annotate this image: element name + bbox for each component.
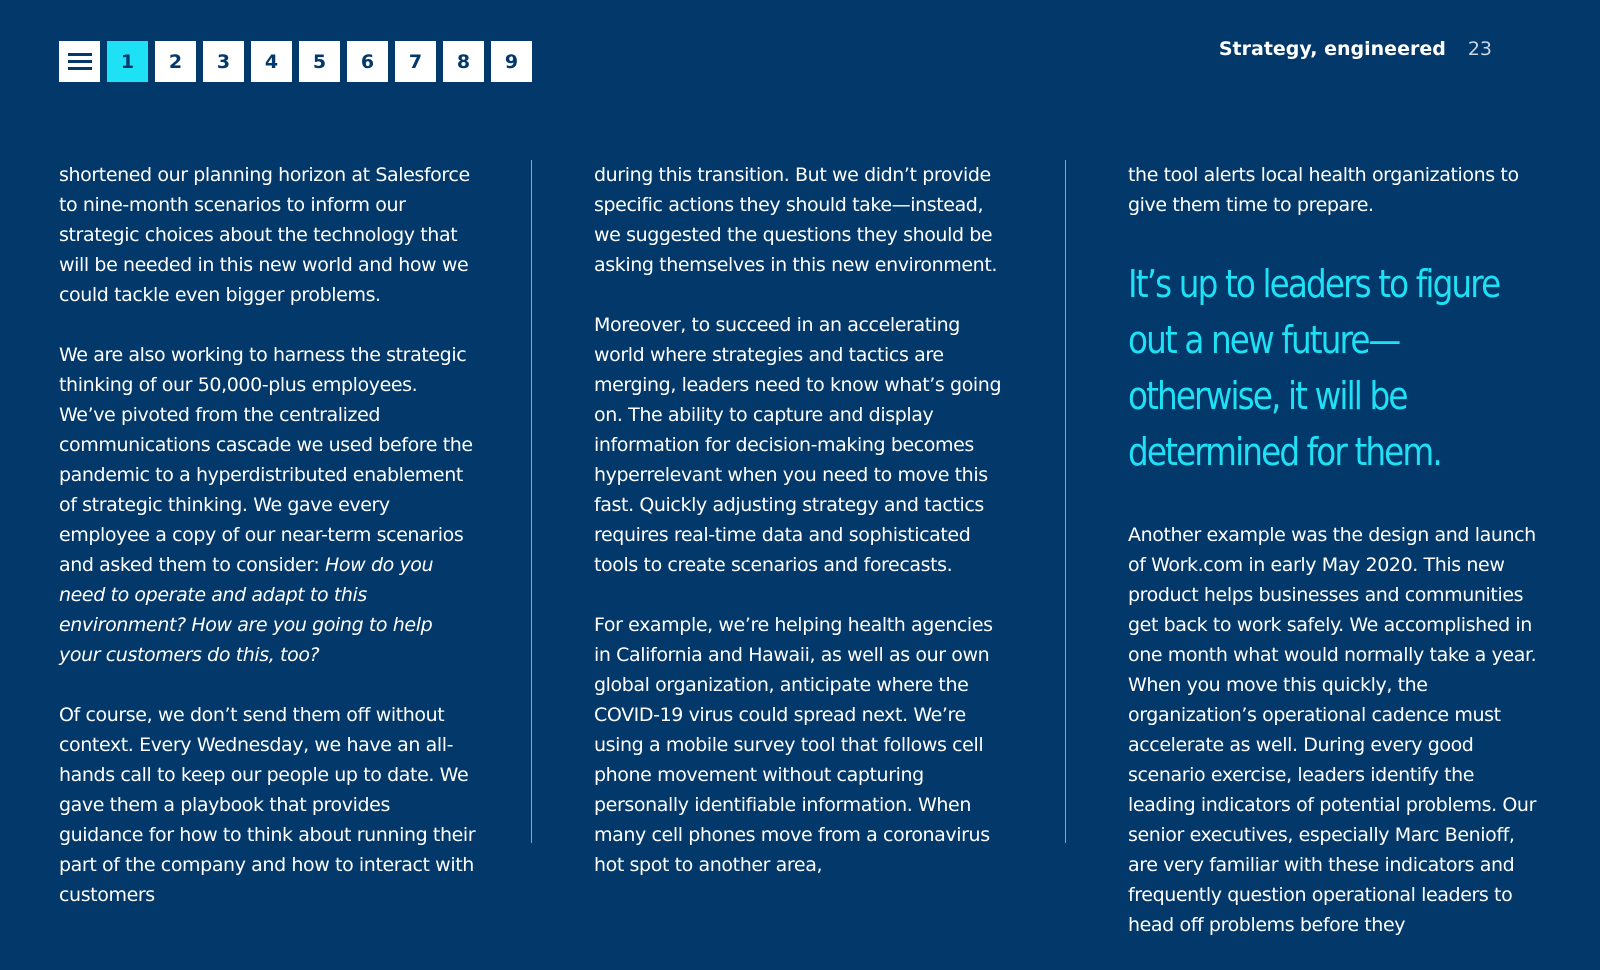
menu-button[interactable] [59, 41, 100, 82]
hamburger-menu-icon [68, 53, 92, 70]
paragraph: Another example was the design and launch of Work.com in early May 2020. This new product helps businesses and communities get back to work safely. We accomplished in one month what would normally take a year. When you move this quickly, the organization’s operational cadence must accelerate as well. During every good scenario exercise, leaders identify the leading indicators of potential problems. Our senior executives, especially Marc Benioff, are very familiar with these indicators and frequently question operational leaders to head off problems before they [1128, 524, 1537, 936]
page-number: 23 [1467, 38, 1492, 60]
page-link-7[interactable]: 7 [395, 41, 436, 82]
paragraph: Of course, we don’t send them off without context. Every Wednesday, we have an all-hands call to keep our people up to date. We gave them a playbook that provides guidance for how to think about running their part of the company and how to interact with customers [59, 704, 476, 906]
page-link-3[interactable]: 3 [203, 41, 244, 82]
paragraph-text: We are also working to harness the strategic thinking of our 50,000-plus employees. We’ve pivoted from the centralized communications cascade we used before the pandemic to a hyperdistributed enablement of strategic thinking. We gave every employee a copy of our near-term scenarios and asked them to consider: [59, 344, 473, 576]
page-nav [59, 41, 532, 82]
paragraph: shortened our planning horizon at Salesforce to nine-month scenarios to inform our strategic choices about the technology that will be needed in this new world and how we could tackle even bigger problems. [59, 164, 470, 306]
page-link-2[interactable]: 2 [155, 41, 196, 82]
page-link-9[interactable]: 9 [491, 41, 532, 82]
page-link-4[interactable]: 4 [251, 41, 292, 82]
paragraph [59, 340, 479, 670]
text-column-2 [594, 160, 1014, 910]
column-divider [531, 160, 532, 843]
paragraph: For example, we’re helping health agencies in California and Hawaii, as well as our own global organization, anticipate where the COVID-19 virus could spread next. We’re using a mobile survey tool that follows cell phone movement without capturing personally identifiable information. When many cell phones move from a coronavirus hot spot to another area, [594, 614, 993, 876]
page-link-1[interactable]: 1 [107, 41, 148, 82]
text-column-1 [59, 160, 479, 940]
article-body [0, 160, 1600, 936]
page-link-5[interactable]: 5 [299, 41, 340, 82]
column-divider [1065, 160, 1066, 843]
italic-question: How do you need to operate and adapt to this environment? How are you going to help your customers do this, too? [59, 554, 434, 666]
page-header [1219, 38, 1492, 60]
pull-quote: It’s up to leaders to figure out a new future—otherwise, it will be determined for them. [1128, 262, 1500, 474]
paragraph: the tool alerts local health organizations to give them time to prepare. [1128, 164, 1519, 216]
text-column-3 [1128, 160, 1543, 970]
paragraph: during this transition. But we didn’t provide specific actions they should take—instead, we suggested the questions they should be asking themselves in this new environment. [594, 164, 998, 276]
page-link-8[interactable]: 8 [443, 41, 484, 82]
page-link-6[interactable]: 6 [347, 41, 388, 82]
document-title: Strategy, engineered [1218, 38, 1446, 60]
paragraph: Moreover, to succeed in an accelerating world where strategies and tactics are merging, leaders need to know what’s going on. The ability to capture and display information for decision-making becomes hyperrelevant when you need to move this fast. Quickly adjusting strategy and tactics requires real-time data and sophisticated tools to create scenarios and forecasts. [594, 314, 1002, 576]
